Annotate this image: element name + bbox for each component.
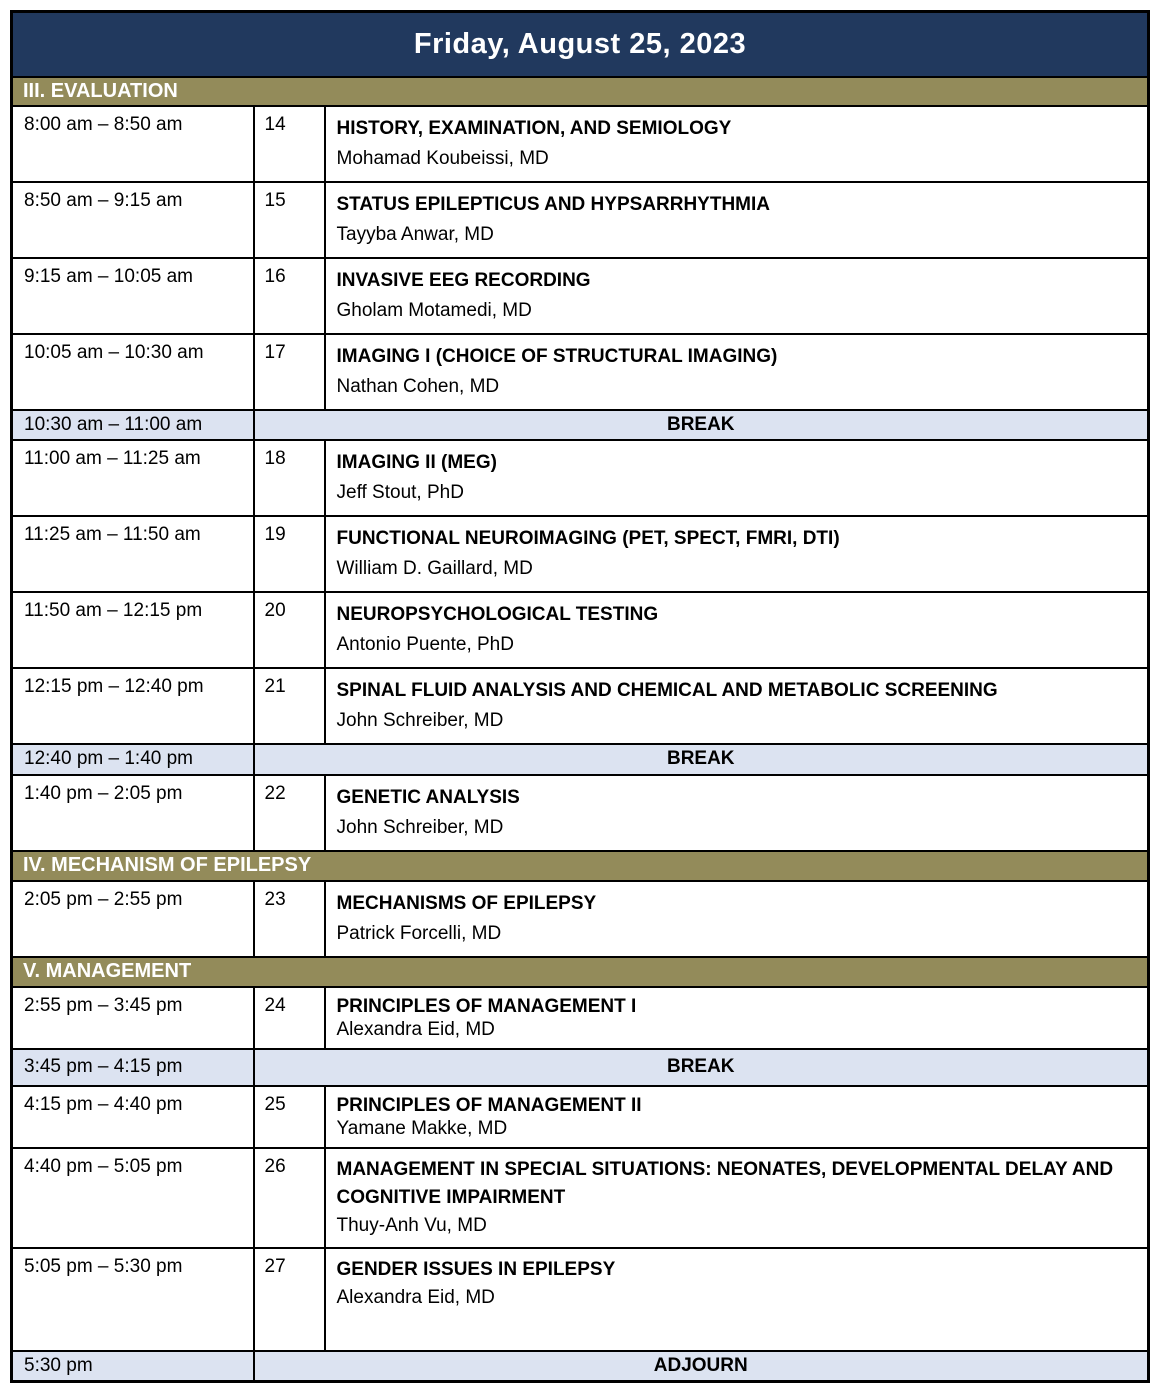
time-cell: 11:50 am – 12:15 pm xyxy=(12,592,254,668)
session-row xyxy=(12,987,1149,1049)
time-cell: 8:50 am – 9:15 am xyxy=(12,182,254,258)
session-row xyxy=(12,334,1149,410)
session-row xyxy=(12,881,1149,957)
talk-title: MANAGEMENT IN SPECIAL SITUATIONS: NEONATES, DEVELOPMENTAL DELAY AND COGNITIVE IMPAIRMENT xyxy=(336,1158,1114,1208)
session-number: 16 xyxy=(254,258,325,334)
session-row xyxy=(12,1086,1149,1148)
session-row xyxy=(12,1148,1149,1248)
time-cell: 8:00 am – 8:50 am xyxy=(12,106,254,182)
session-number: 26 xyxy=(254,1148,325,1248)
session-number: 23 xyxy=(254,881,325,957)
time-cell: 2:55 pm – 3:45 pm xyxy=(12,987,254,1049)
time-cell: 12:40 pm – 1:40 pm xyxy=(12,744,254,775)
session-number: 27 xyxy=(254,1248,325,1351)
speaker-name: Mohamad Koubeissi, MD xyxy=(336,147,549,169)
time-cell: 5:30 pm xyxy=(12,1351,254,1382)
speaker-name: Antonio Puente, PhD xyxy=(336,633,514,655)
talk-title: GENETIC ANALYSIS xyxy=(336,786,520,808)
date-title: Friday, August 25, 2023 xyxy=(12,12,1149,77)
talk-title: FUNCTIONAL NEUROIMAGING (PET, SPECT, FMRI, DTI) xyxy=(336,527,840,549)
adjourn-row xyxy=(12,1351,1149,1382)
session-row xyxy=(12,668,1149,744)
time-cell: 1:40 pm – 2:05 pm xyxy=(12,775,254,851)
session-row xyxy=(12,106,1149,182)
time-cell: 11:00 am – 11:25 am xyxy=(12,440,254,516)
section-label: III. EVALUATION xyxy=(12,77,1149,106)
break-label: BREAK xyxy=(254,1049,1149,1086)
session-row xyxy=(12,258,1149,334)
speaker-name: Yamane Makke, MD xyxy=(336,1117,508,1139)
break-row xyxy=(12,1049,1149,1086)
session-number: 21 xyxy=(254,668,325,744)
speaker-name: Alexandra Eid, MD xyxy=(336,1286,495,1308)
talk-title: IMAGING II (MEG) xyxy=(336,451,497,473)
speaker-name: John Schreiber, MD xyxy=(336,816,504,838)
time-cell: 5:05 pm – 5:30 pm xyxy=(12,1248,254,1351)
talk-title: IMAGING I (CHOICE OF STRUCTURAL IMAGING) xyxy=(336,345,778,367)
break-label: BREAK xyxy=(254,744,1149,775)
speaker-name: Patrick Forcelli, MD xyxy=(336,922,502,944)
session-number: 18 xyxy=(254,440,325,516)
break-label: BREAK xyxy=(254,410,1149,440)
section-header-row xyxy=(12,851,1149,881)
session-row xyxy=(12,516,1149,592)
break-row xyxy=(12,744,1149,775)
time-cell: 4:40 pm – 5:05 pm xyxy=(12,1148,254,1248)
break-row xyxy=(12,410,1149,440)
session-row xyxy=(12,1248,1149,1351)
session-number: 24 xyxy=(254,987,325,1049)
speaker-name: Thuy-Anh Vu, MD xyxy=(336,1214,487,1236)
speaker-name: Tayyba Anwar, MD xyxy=(336,223,494,245)
talk-title: STATUS EPILEPTICUS AND HYPSARRHYTHMIA xyxy=(336,193,771,215)
session-number: 20 xyxy=(254,592,325,668)
speaker-name: William D. Gaillard, MD xyxy=(336,557,533,579)
speaker-name: Gholam Motamedi, MD xyxy=(336,299,532,321)
session-number: 19 xyxy=(254,516,325,592)
session-number: 14 xyxy=(254,106,325,182)
session-number: 22 xyxy=(254,775,325,851)
schedule-table xyxy=(10,10,1150,1383)
talk-title: HISTORY, EXAMINATION, AND SEMIOLOGY xyxy=(336,117,732,139)
talk-title: NEUROPSYCHOLOGICAL TESTING xyxy=(336,603,659,625)
section-label: IV. MECHANISM OF EPILEPSY xyxy=(12,851,1149,881)
session-row xyxy=(12,440,1149,516)
talk-title: SPINAL FLUID ANALYSIS AND CHEMICAL AND METABOLIC SCREENING xyxy=(336,679,998,701)
speaker-name: John Schreiber, MD xyxy=(336,709,504,731)
time-cell: 9:15 am – 10:05 am xyxy=(12,258,254,334)
time-cell: 4:15 pm – 4:40 pm xyxy=(12,1086,254,1148)
time-cell: 10:30 am – 11:00 am xyxy=(12,410,254,440)
session-number: 17 xyxy=(254,334,325,410)
speaker-name: Jeff Stout, PhD xyxy=(336,481,464,503)
time-cell: 11:25 am – 11:50 am xyxy=(12,516,254,592)
section-header-row xyxy=(12,77,1149,106)
time-cell: 10:05 am – 10:30 am xyxy=(12,334,254,410)
session-number: 25 xyxy=(254,1086,325,1148)
session-number: 15 xyxy=(254,182,325,258)
session-row xyxy=(12,182,1149,258)
section-label: V. MANAGEMENT xyxy=(12,957,1149,987)
speaker-name: Alexandra Eid, MD xyxy=(336,1018,495,1040)
time-cell: 2:05 pm – 2:55 pm xyxy=(12,881,254,957)
adjourn-label: ADJOURN xyxy=(254,1351,1149,1382)
section-header-row xyxy=(12,957,1149,987)
session-row xyxy=(12,775,1149,851)
time-cell: 3:45 pm – 4:15 pm xyxy=(12,1049,254,1086)
talk-title: INVASIVE EEG RECORDING xyxy=(336,269,591,291)
talk-title: PRINCIPLES OF MANAGEMENT I xyxy=(336,995,637,1017)
talk-title: MECHANISMS OF EPILEPSY xyxy=(336,892,597,914)
talk-title: PRINCIPLES OF MANAGEMENT II xyxy=(336,1094,642,1116)
session-row xyxy=(12,592,1149,668)
time-cell: 12:15 pm – 12:40 pm xyxy=(12,668,254,744)
speaker-name: Nathan Cohen, MD xyxy=(336,375,500,397)
date-header-row xyxy=(12,12,1149,77)
talk-title: GENDER ISSUES IN EPILEPSY xyxy=(336,1258,616,1280)
